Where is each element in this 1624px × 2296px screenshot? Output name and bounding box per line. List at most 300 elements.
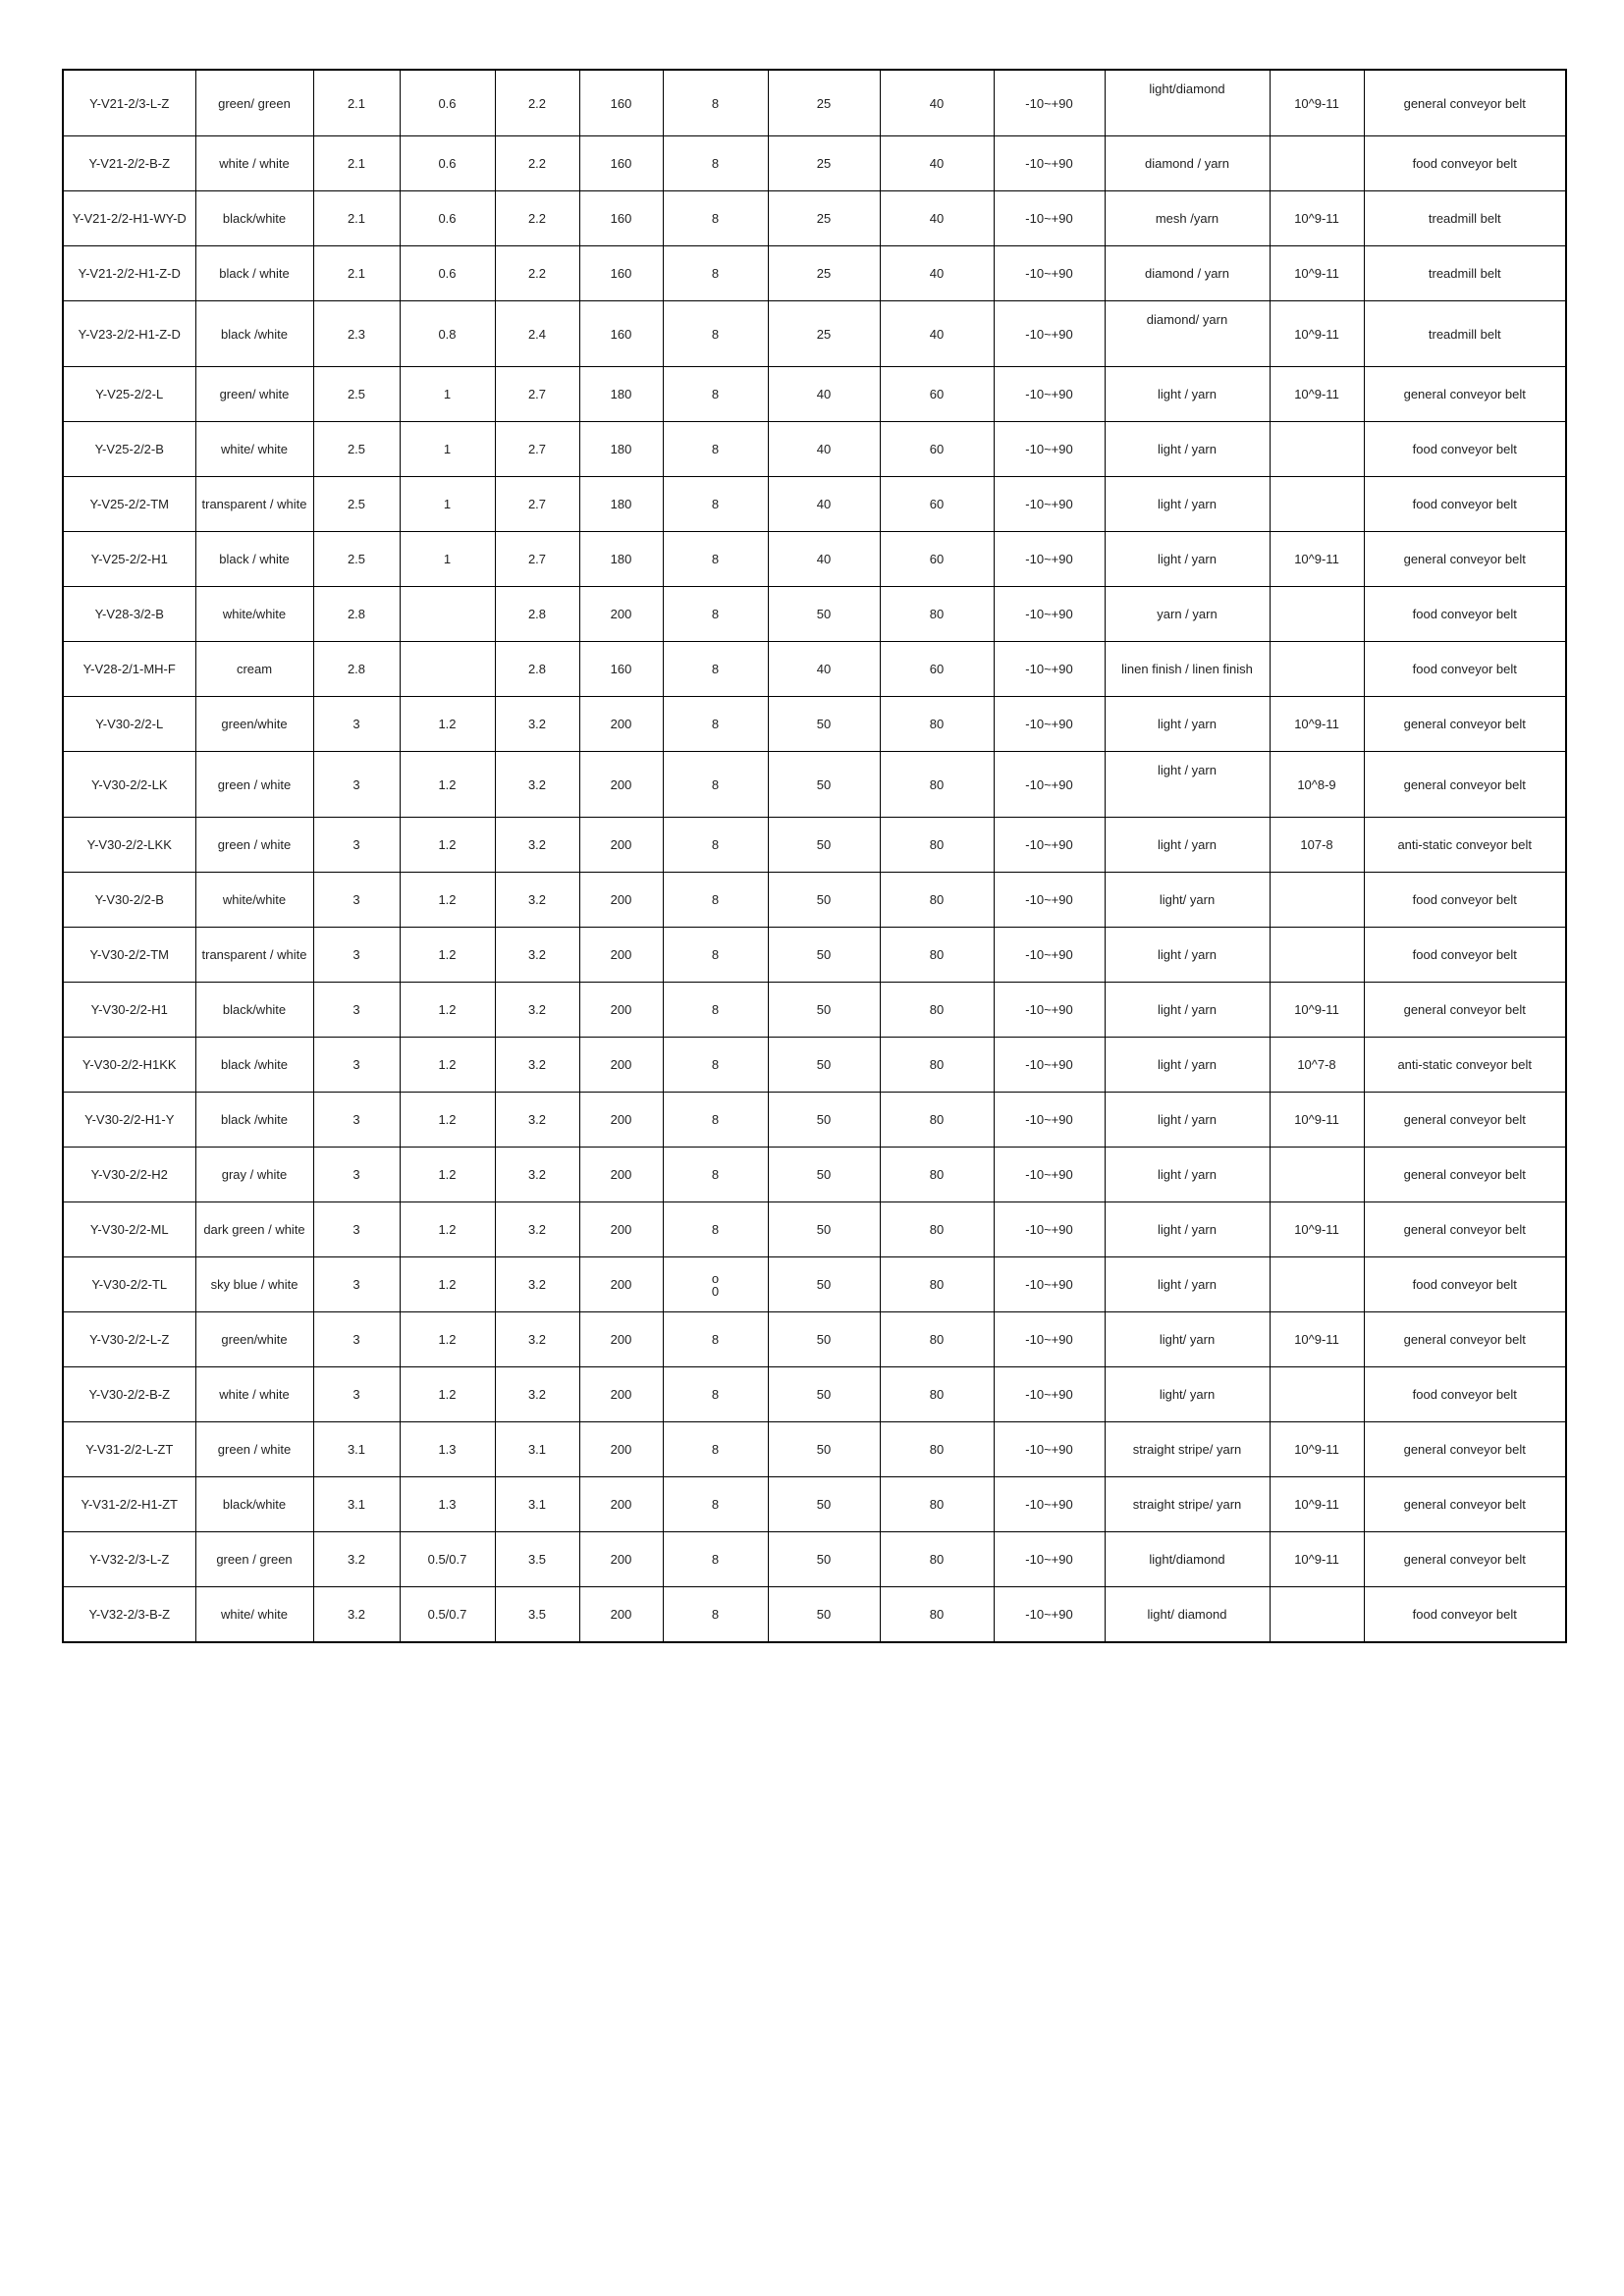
temperature-range-cell: -10~+90 (994, 752, 1105, 818)
tensile-strength-cell: 200 (579, 1038, 663, 1093)
min-pulley-cell: 50 (768, 1148, 880, 1202)
color-cell: cream (195, 642, 313, 697)
min-pulley-cell: 50 (768, 1367, 880, 1422)
weight-cell: 3.2 (495, 1148, 579, 1202)
color-cell: white/ white (195, 1587, 313, 1643)
cover-thickness-cell: 0.6 (400, 136, 495, 191)
tensile-strength-cell: 180 (579, 367, 663, 422)
resistance-cell (1270, 642, 1364, 697)
temperature-range-cell: -10~+90 (994, 1202, 1105, 1257)
elongation-cell: 8 (663, 422, 768, 477)
min-pulley-backflex-cell: 80 (880, 752, 994, 818)
surface-pattern-cell: light / yarn (1105, 752, 1270, 818)
temperature-range-cell: -10~+90 (994, 367, 1105, 422)
model-cell: Y-V30-2/2-ML (63, 1202, 195, 1257)
cover-thickness-cell: 1.2 (400, 1202, 495, 1257)
weight-cell: 3.2 (495, 873, 579, 928)
table-row (63, 928, 1566, 983)
elongation-cell: 8 (663, 367, 768, 422)
belt-spec-table (62, 69, 1567, 1643)
color-cell: dark green / white (195, 1202, 313, 1257)
total-thickness-cell: 2.1 (313, 246, 400, 301)
tensile-strength-cell: 200 (579, 752, 663, 818)
temperature-range-cell: -10~+90 (994, 642, 1105, 697)
weight-cell: 3.2 (495, 818, 579, 873)
table-row (63, 477, 1566, 532)
temperature-range-cell: -10~+90 (994, 1148, 1105, 1202)
total-thickness-cell: 3 (313, 1312, 400, 1367)
surface-pattern-cell: light / yarn (1105, 697, 1270, 752)
application-cell: food conveyor belt (1364, 1367, 1566, 1422)
model-cell: Y-V21-2/2-H1-Z-D (63, 246, 195, 301)
total-thickness-cell: 3 (313, 983, 400, 1038)
resistance-cell: 10^9-11 (1270, 301, 1364, 367)
weight-cell: 3.2 (495, 1093, 579, 1148)
model-cell: Y-V30-2/2-TM (63, 928, 195, 983)
elongation-cell: 8 (663, 1148, 768, 1202)
weight-cell: 3.1 (495, 1422, 579, 1477)
table-row (63, 1257, 1566, 1312)
tensile-strength-cell: 160 (579, 642, 663, 697)
min-pulley-cell: 25 (768, 70, 880, 136)
resistance-cell (1270, 1367, 1364, 1422)
elongation-cell: 8 (663, 1312, 768, 1367)
surface-pattern-cell: straight stripe/ yarn (1105, 1477, 1270, 1532)
min-pulley-backflex-cell: 60 (880, 367, 994, 422)
surface-pattern-cell: light/ yarn (1105, 1367, 1270, 1422)
model-cell: Y-V30-2/2-H1-Y (63, 1093, 195, 1148)
cover-thickness-cell: 1 (400, 532, 495, 587)
weight-cell: 2.7 (495, 532, 579, 587)
weight-cell: 3.5 (495, 1587, 579, 1643)
table-row (63, 983, 1566, 1038)
temperature-range-cell: -10~+90 (994, 873, 1105, 928)
resistance-cell: 10^9-11 (1270, 983, 1364, 1038)
min-pulley-cell: 50 (768, 1257, 880, 1312)
tensile-strength-cell: 200 (579, 1312, 663, 1367)
resistance-cell: 107-8 (1270, 818, 1364, 873)
min-pulley-backflex-cell: 40 (880, 136, 994, 191)
surface-pattern-cell: light/diamond (1105, 70, 1270, 136)
application-cell: food conveyor belt (1364, 136, 1566, 191)
cover-thickness-cell (400, 642, 495, 697)
resistance-cell (1270, 1587, 1364, 1643)
total-thickness-cell: 3 (313, 1367, 400, 1422)
table-row (63, 873, 1566, 928)
application-cell: general conveyor belt (1364, 1093, 1566, 1148)
application-cell: general conveyor belt (1364, 1312, 1566, 1367)
model-cell: Y-V28-2/1-MH-F (63, 642, 195, 697)
surface-pattern-cell: light / yarn (1105, 1038, 1270, 1093)
resistance-cell: 10^9-11 (1270, 1477, 1364, 1532)
model-cell: Y-V25-2/2-H1 (63, 532, 195, 587)
table-row (63, 1038, 1566, 1093)
elongation-cell: 8 (663, 136, 768, 191)
surface-pattern-cell: straight stripe/ yarn (1105, 1422, 1270, 1477)
model-cell: Y-V31-2/2-H1-ZT (63, 1477, 195, 1532)
cover-thickness-cell: 0.5/0.7 (400, 1587, 495, 1643)
min-pulley-cell: 50 (768, 818, 880, 873)
color-cell: black /white (195, 1038, 313, 1093)
cover-thickness-cell: 1 (400, 367, 495, 422)
resistance-cell: 10^9-11 (1270, 532, 1364, 587)
surface-pattern-cell: light/ diamond (1105, 1587, 1270, 1643)
weight-cell: 3.2 (495, 1038, 579, 1093)
resistance-cell: 10^9-11 (1270, 697, 1364, 752)
surface-pattern-cell: light / yarn (1105, 983, 1270, 1038)
color-cell: black / white (195, 532, 313, 587)
model-cell: Y-V32-2/3-B-Z (63, 1587, 195, 1643)
application-cell: general conveyor belt (1364, 367, 1566, 422)
surface-pattern-cell: light / yarn (1105, 477, 1270, 532)
temperature-range-cell: -10~+90 (994, 136, 1105, 191)
application-cell: treadmill belt (1364, 301, 1566, 367)
elongation-cell: 8 (663, 1422, 768, 1477)
application-cell: general conveyor belt (1364, 697, 1566, 752)
min-pulley-cell: 25 (768, 301, 880, 367)
temperature-range-cell: -10~+90 (994, 697, 1105, 752)
total-thickness-cell: 3.2 (313, 1532, 400, 1587)
total-thickness-cell: 2.5 (313, 367, 400, 422)
resistance-cell: 10^9-11 (1270, 1532, 1364, 1587)
surface-pattern-cell: light / yarn (1105, 1148, 1270, 1202)
application-cell: general conveyor belt (1364, 1477, 1566, 1532)
table-row (63, 1532, 1566, 1587)
color-cell: white/white (195, 873, 313, 928)
application-cell: general conveyor belt (1364, 532, 1566, 587)
elongation-cell: 8 (663, 642, 768, 697)
application-cell: general conveyor belt (1364, 70, 1566, 136)
min-pulley-backflex-cell: 80 (880, 1367, 994, 1422)
min-pulley-backflex-cell: 80 (880, 928, 994, 983)
model-cell: Y-V30-2/2-LK (63, 752, 195, 818)
tensile-strength-cell: 200 (579, 1093, 663, 1148)
resistance-cell: 10^9-11 (1270, 70, 1364, 136)
weight-cell: 3.2 (495, 1312, 579, 1367)
min-pulley-cell: 50 (768, 1422, 880, 1477)
application-cell: food conveyor belt (1364, 928, 1566, 983)
min-pulley-backflex-cell: 40 (880, 191, 994, 246)
surface-pattern-cell: light/ yarn (1105, 1312, 1270, 1367)
total-thickness-cell: 3 (313, 1038, 400, 1093)
table-row (63, 422, 1566, 477)
temperature-range-cell: -10~+90 (994, 983, 1105, 1038)
surface-pattern-cell: light/diamond (1105, 1532, 1270, 1587)
min-pulley-cell: 50 (768, 873, 880, 928)
min-pulley-backflex-cell: 80 (880, 1148, 994, 1202)
resistance-cell: 10^9-11 (1270, 246, 1364, 301)
application-cell: food conveyor belt (1364, 422, 1566, 477)
cover-thickness-cell: 1.2 (400, 818, 495, 873)
table-row (63, 246, 1566, 301)
min-pulley-backflex-cell: 80 (880, 1093, 994, 1148)
temperature-range-cell: -10~+90 (994, 1257, 1105, 1312)
temperature-range-cell: -10~+90 (994, 1477, 1105, 1532)
color-cell: white/ white (195, 422, 313, 477)
elongation-cell: 8 (663, 246, 768, 301)
temperature-range-cell: -10~+90 (994, 477, 1105, 532)
elongation-cell: 8 (663, 587, 768, 642)
color-cell: transparent / white (195, 928, 313, 983)
model-cell: Y-V21-2/3-L-Z (63, 70, 195, 136)
table-row (63, 1367, 1566, 1422)
weight-cell: 3.2 (495, 1202, 579, 1257)
elongation-cell: 8 (663, 70, 768, 136)
table-row (63, 191, 1566, 246)
application-cell: general conveyor belt (1364, 1148, 1566, 1202)
weight-cell: 2.2 (495, 70, 579, 136)
weight-cell: 2.2 (495, 191, 579, 246)
application-cell: food conveyor belt (1364, 873, 1566, 928)
total-thickness-cell: 3 (313, 1202, 400, 1257)
cover-thickness-cell: 1.2 (400, 1093, 495, 1148)
cover-thickness-cell: 1.2 (400, 1148, 495, 1202)
surface-pattern-cell: light / yarn (1105, 422, 1270, 477)
surface-pattern-cell: light / yarn (1105, 532, 1270, 587)
resistance-cell: 10^9-11 (1270, 1312, 1364, 1367)
surface-pattern-cell: light / yarn (1105, 928, 1270, 983)
resistance-cell: 10^9-11 (1270, 367, 1364, 422)
application-cell: food conveyor belt (1364, 1587, 1566, 1643)
table-row (63, 1587, 1566, 1643)
total-thickness-cell: 2.8 (313, 587, 400, 642)
color-cell: white / white (195, 1367, 313, 1422)
temperature-range-cell: -10~+90 (994, 1038, 1105, 1093)
surface-pattern-cell: linen finish / linen finish (1105, 642, 1270, 697)
min-pulley-backflex-cell: 80 (880, 983, 994, 1038)
total-thickness-cell: 3 (313, 928, 400, 983)
min-pulley-backflex-cell: 80 (880, 1422, 994, 1477)
elongation-cell: 8 (663, 532, 768, 587)
resistance-cell (1270, 873, 1364, 928)
tensile-strength-cell: 160 (579, 136, 663, 191)
color-cell: gray / white (195, 1148, 313, 1202)
application-cell: general conveyor belt (1364, 752, 1566, 818)
total-thickness-cell: 3 (313, 697, 400, 752)
color-cell: black/white (195, 983, 313, 1038)
total-thickness-cell: 2.1 (313, 70, 400, 136)
temperature-range-cell: -10~+90 (994, 246, 1105, 301)
min-pulley-backflex-cell: 60 (880, 422, 994, 477)
total-thickness-cell: 3 (313, 1093, 400, 1148)
cover-thickness-cell: 1.2 (400, 1257, 495, 1312)
color-cell: black /white (195, 1093, 313, 1148)
min-pulley-cell: 50 (768, 1038, 880, 1093)
cover-thickness-cell: 1 (400, 477, 495, 532)
surface-pattern-cell: diamond / yarn (1105, 136, 1270, 191)
weight-cell: 2.2 (495, 246, 579, 301)
resistance-cell: 10^8-9 (1270, 752, 1364, 818)
table-row (63, 1148, 1566, 1202)
temperature-range-cell: -10~+90 (994, 301, 1105, 367)
surface-pattern-cell: yarn / yarn (1105, 587, 1270, 642)
color-cell: green / white (195, 818, 313, 873)
total-thickness-cell: 3.2 (313, 1587, 400, 1643)
elongation-cell: 8 (663, 873, 768, 928)
weight-cell: 3.2 (495, 697, 579, 752)
table-row (63, 752, 1566, 818)
elongation-cell: 8 (663, 697, 768, 752)
table-row (63, 70, 1566, 136)
min-pulley-cell: 50 (768, 1477, 880, 1532)
total-thickness-cell: 2.8 (313, 642, 400, 697)
application-cell: food conveyor belt (1364, 1257, 1566, 1312)
resistance-cell: 10^7-8 (1270, 1038, 1364, 1093)
total-thickness-cell: 3 (313, 1148, 400, 1202)
color-cell: green/ green (195, 70, 313, 136)
resistance-cell (1270, 422, 1364, 477)
model-cell: Y-V30-2/2-H1KK (63, 1038, 195, 1093)
application-cell: general conveyor belt (1364, 1202, 1566, 1257)
elongation-cell: 8 (663, 752, 768, 818)
application-cell: food conveyor belt (1364, 642, 1566, 697)
resistance-cell (1270, 1257, 1364, 1312)
min-pulley-cell: 50 (768, 752, 880, 818)
resistance-cell: 10^9-11 (1270, 1093, 1364, 1148)
color-cell: transparent / white (195, 477, 313, 532)
cover-thickness-cell: 1.3 (400, 1477, 495, 1532)
model-cell: Y-V32-2/3-L-Z (63, 1532, 195, 1587)
total-thickness-cell: 2.1 (313, 136, 400, 191)
total-thickness-cell: 3 (313, 873, 400, 928)
weight-cell: 2.7 (495, 477, 579, 532)
cover-thickness-cell: 1 (400, 422, 495, 477)
min-pulley-cell: 25 (768, 246, 880, 301)
table-row (63, 697, 1566, 752)
min-pulley-cell: 40 (768, 477, 880, 532)
model-cell: Y-V25-2/2-L (63, 367, 195, 422)
tensile-strength-cell: 160 (579, 301, 663, 367)
model-cell: Y-V21-2/2-B-Z (63, 136, 195, 191)
resistance-cell: 10^9-11 (1270, 1422, 1364, 1477)
tensile-strength-cell: 180 (579, 422, 663, 477)
temperature-range-cell: -10~+90 (994, 587, 1105, 642)
elongation-cell: 8 (663, 1587, 768, 1643)
min-pulley-backflex-cell: 60 (880, 477, 994, 532)
min-pulley-cell: 40 (768, 367, 880, 422)
elongation-cell: 8 (663, 1202, 768, 1257)
weight-cell: 3.2 (495, 752, 579, 818)
weight-cell: 3.2 (495, 983, 579, 1038)
tensile-strength-cell: 200 (579, 1202, 663, 1257)
min-pulley-backflex-cell: 40 (880, 301, 994, 367)
tensile-strength-cell: 200 (579, 1532, 663, 1587)
elongation-cell: 8 (663, 477, 768, 532)
min-pulley-backflex-cell: 60 (880, 642, 994, 697)
min-pulley-cell: 50 (768, 1093, 880, 1148)
cover-thickness-cell: 1.2 (400, 928, 495, 983)
surface-pattern-cell: light / yarn (1105, 818, 1270, 873)
color-cell: sky blue / white (195, 1257, 313, 1312)
min-pulley-cell: 50 (768, 697, 880, 752)
tensile-strength-cell: 200 (579, 818, 663, 873)
tensile-strength-cell: 160 (579, 246, 663, 301)
resistance-cell (1270, 928, 1364, 983)
model-cell: Y-V30-2/2-B (63, 873, 195, 928)
weight-cell: 2.2 (495, 136, 579, 191)
elongation-cell: 8 (663, 1477, 768, 1532)
min-pulley-cell: 50 (768, 587, 880, 642)
table-row (63, 1312, 1566, 1367)
temperature-range-cell: -10~+90 (994, 928, 1105, 983)
application-cell: food conveyor belt (1364, 587, 1566, 642)
elongation-cell: 8 (663, 818, 768, 873)
application-cell: anti-static conveyor belt (1364, 818, 1566, 873)
model-cell: Y-V30-2/2-L-Z (63, 1312, 195, 1367)
tensile-strength-cell: 200 (579, 928, 663, 983)
elongation-cell: 8 (663, 191, 768, 246)
table-row (63, 587, 1566, 642)
weight-cell: 2.8 (495, 642, 579, 697)
min-pulley-backflex-cell: 80 (880, 818, 994, 873)
color-cell: green/white (195, 697, 313, 752)
min-pulley-backflex-cell: 40 (880, 70, 994, 136)
model-cell: Y-V30-2/2-LKK (63, 818, 195, 873)
min-pulley-backflex-cell: 80 (880, 697, 994, 752)
tensile-strength-cell: 200 (579, 983, 663, 1038)
weight-cell: 3.2 (495, 1257, 579, 1312)
surface-pattern-cell: mesh /yarn (1105, 191, 1270, 246)
temperature-range-cell: -10~+90 (994, 1422, 1105, 1477)
application-cell: general conveyor belt (1364, 1532, 1566, 1587)
total-thickness-cell: 3 (313, 1257, 400, 1312)
min-pulley-backflex-cell: 80 (880, 1477, 994, 1532)
elongation-cell: 8 (663, 1532, 768, 1587)
total-thickness-cell: 3 (313, 752, 400, 818)
surface-pattern-cell: diamond / yarn (1105, 246, 1270, 301)
color-cell: green / white (195, 1422, 313, 1477)
elongation-cell: 8 (663, 983, 768, 1038)
min-pulley-cell: 50 (768, 1312, 880, 1367)
total-thickness-cell: 2.1 (313, 191, 400, 246)
belt-spec-table-body (63, 70, 1566, 1642)
color-cell: white/white (195, 587, 313, 642)
table-row (63, 1477, 1566, 1532)
tensile-strength-cell: 200 (579, 1422, 663, 1477)
weight-cell: 2.7 (495, 367, 579, 422)
application-cell: anti-static conveyor belt (1364, 1038, 1566, 1093)
tensile-strength-cell: 200 (579, 1477, 663, 1532)
resistance-cell (1270, 1148, 1364, 1202)
total-thickness-cell: 3.1 (313, 1422, 400, 1477)
temperature-range-cell: -10~+90 (994, 422, 1105, 477)
color-cell: green/white (195, 1312, 313, 1367)
color-cell: green/ white (195, 367, 313, 422)
min-pulley-cell: 50 (768, 928, 880, 983)
model-cell: Y-V25-2/2-TM (63, 477, 195, 532)
total-thickness-cell: 3 (313, 818, 400, 873)
total-thickness-cell: 2.5 (313, 477, 400, 532)
color-cell: black / white (195, 246, 313, 301)
table-row (63, 367, 1566, 422)
model-cell: Y-V30-2/2-H2 (63, 1148, 195, 1202)
min-pulley-backflex-cell: 80 (880, 587, 994, 642)
table-row (63, 1422, 1566, 1477)
table-row (63, 301, 1566, 367)
table-row (63, 1093, 1566, 1148)
temperature-range-cell: -10~+90 (994, 1587, 1105, 1643)
total-thickness-cell: 2.3 (313, 301, 400, 367)
cover-thickness-cell: 1.2 (400, 873, 495, 928)
tensile-strength-cell: 180 (579, 477, 663, 532)
table-row (63, 642, 1566, 697)
cover-thickness-cell: 0.5/0.7 (400, 1532, 495, 1587)
weight-cell: 2.7 (495, 422, 579, 477)
temperature-range-cell: -10~+90 (994, 70, 1105, 136)
temperature-range-cell: -10~+90 (994, 191, 1105, 246)
tensile-strength-cell: 200 (579, 1148, 663, 1202)
tensile-strength-cell: 200 (579, 1367, 663, 1422)
